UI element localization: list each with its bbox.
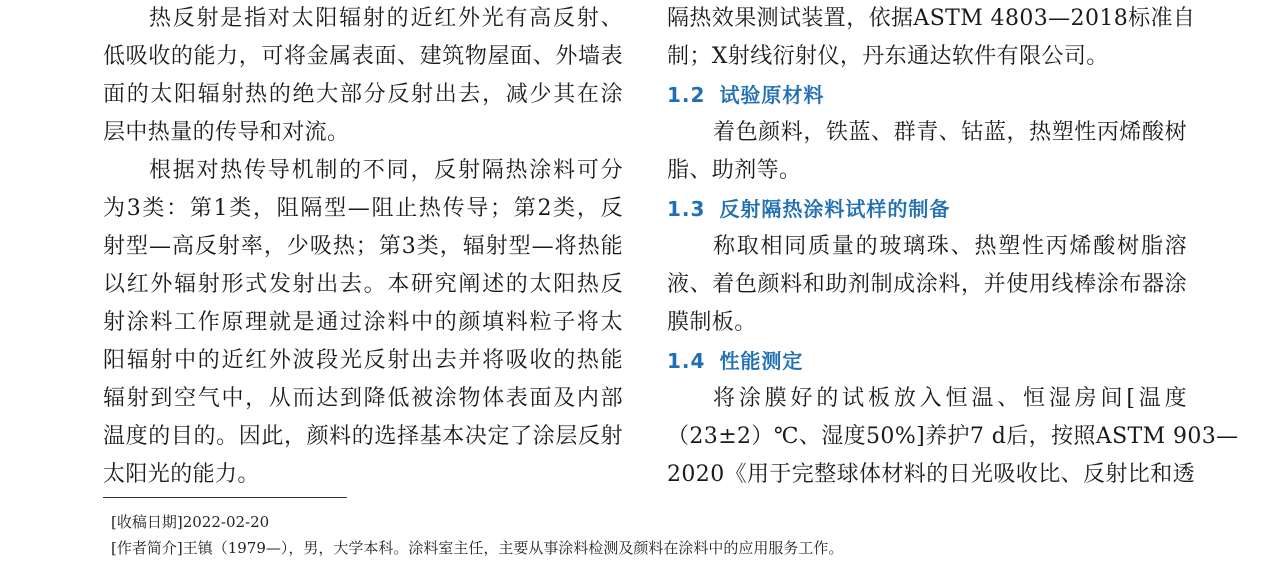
body-text-line: 根据对热传导机制的不同，反射隔热涂料可分 bbox=[149, 158, 623, 183]
body-text-line: 辐射到空气中，从而达到降低被涂物体表面及内部 bbox=[103, 386, 623, 411]
left-column bbox=[103, 0, 623, 494]
footnote-divider bbox=[103, 497, 347, 498]
body-text-line: 将涂膜好的试板放入恒温、恒湿房间[温度 bbox=[713, 386, 1187, 411]
footnotes bbox=[111, 509, 843, 561]
body-text-line: 太阳光的能力。 bbox=[103, 462, 260, 487]
body-text-line: 制；X射线衍射仪，丹东通达软件有限公司。 bbox=[667, 44, 1109, 69]
body-text-line: 以红外辐射形式发射出去。本研究阐述的太阳热反 bbox=[103, 272, 623, 297]
body-text-line: 温度的目的。因此，颜料的选择基本决定了涂层反射 bbox=[103, 424, 623, 449]
body-text-line: 热反射是指对太阳辐射的近红外光有高反射、 bbox=[149, 6, 623, 31]
section-title: 试验原材料 bbox=[719, 83, 825, 107]
section-number: 1.3 bbox=[667, 197, 706, 221]
body-text-line: 射型—高反射率，少吸热；第3类，辐射型—将热能 bbox=[103, 234, 623, 259]
body-text-line: （23±2）℃、湿度50%]养护7 d后，按照ASTM 903— bbox=[667, 424, 1239, 449]
body-text-line: 射涂料工作原理就是通过涂料中的颜填料粒子将太 bbox=[103, 310, 623, 335]
section-title: 反射隔热涂料试样的制备 bbox=[719, 197, 951, 221]
body-text-line: 低吸收的能力，可将金属表面、建筑物屋面、外墙表 bbox=[103, 44, 623, 69]
body-text-line: 2020《用于完整球体材料的日光吸收比、反射比和透 bbox=[667, 462, 1195, 487]
author-bio-note: [作者简介]王镇（1979—），男，大学本科。涂料室主任，主要从事涂料检测及颜料在涂料中的应用服务工作。 bbox=[111, 539, 844, 557]
section-heading-1-3 bbox=[667, 190, 1187, 228]
body-text-line: 着色颜料，铁蓝、群青、钴蓝，热塑性丙烯酸树 bbox=[713, 120, 1187, 145]
body-text-line: 膜制板。 bbox=[667, 310, 757, 335]
section-heading-1-2 bbox=[667, 76, 1187, 114]
received-date-note: [收稿日期]2022-02-20 bbox=[111, 513, 270, 531]
body-text-line: 层中热量的传导和对流。 bbox=[103, 120, 350, 145]
section-number: 1.4 bbox=[667, 349, 706, 373]
right-column bbox=[667, 0, 1239, 494]
body-text-line: 称取相同质量的玻璃珠、热塑性丙烯酸树脂溶 bbox=[713, 234, 1187, 259]
section-number: 1.2 bbox=[667, 83, 706, 107]
body-text-line: 隔热效果测试装置，依据ASTM 4803—2018标准自 bbox=[667, 6, 1196, 31]
body-text-line: 液、着色颜料和助剂制成涂料，并使用线棒涂布器涂 bbox=[667, 272, 1187, 297]
body-text-line: 脂、助剂等。 bbox=[667, 158, 802, 183]
section-title: 性能测定 bbox=[719, 349, 804, 373]
body-text-line: 阳辐射中的近红外波段光反射出去并将吸收的热能 bbox=[103, 348, 623, 373]
body-text-line: 面的太阳辐射热的绝大部分反射出去，减少其在涂 bbox=[103, 82, 623, 107]
section-heading-1-4 bbox=[667, 342, 1187, 380]
body-text-line: 为3类：第1类，阻隔型—阻止热传导；第2类，反 bbox=[103, 196, 623, 221]
